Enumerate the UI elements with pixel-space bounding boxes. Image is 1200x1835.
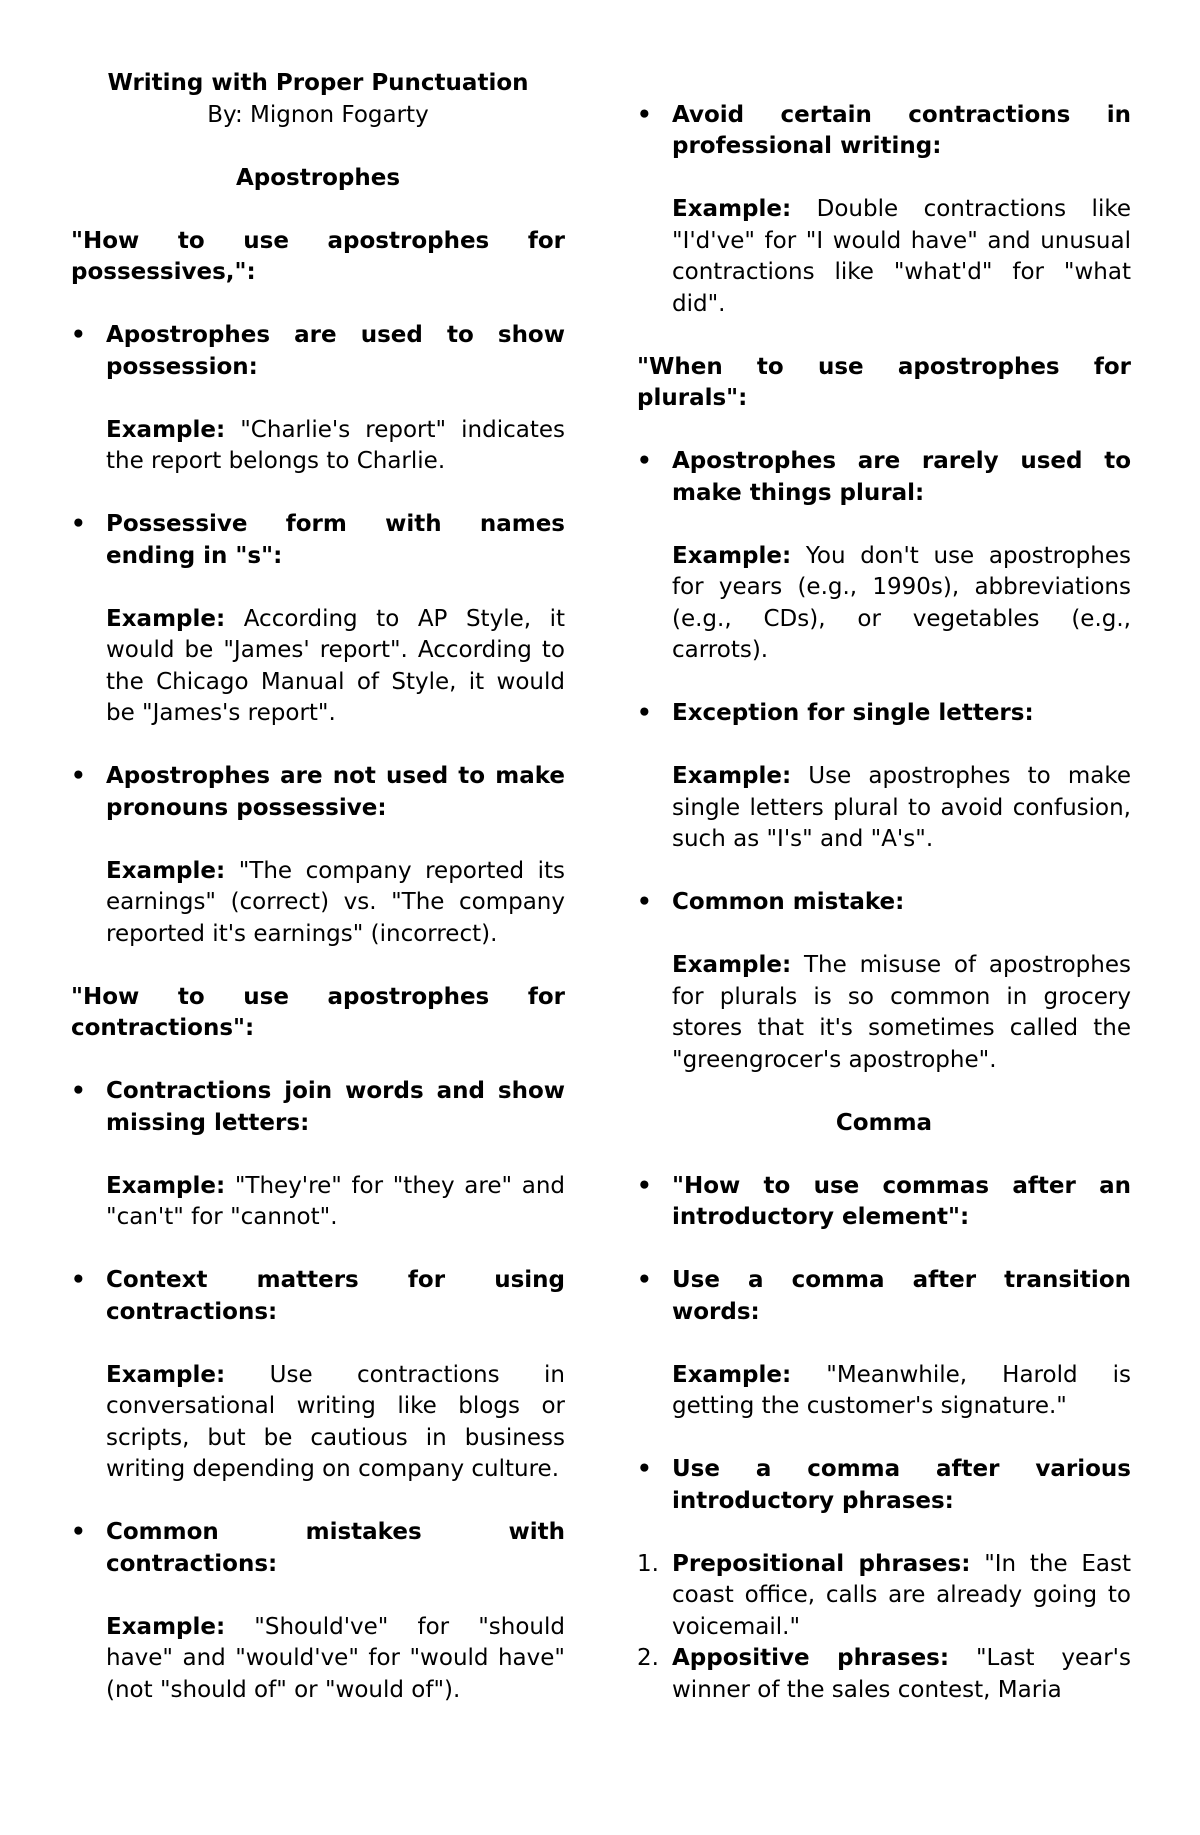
bullet-heading: Apostrophes are rarely used to make things plural:	[672, 448, 1131, 506]
bullet-icon: •	[637, 889, 652, 915]
example-paragraph	[637, 950, 1131, 1076]
example-label: Example:	[106, 1172, 226, 1199]
example-label: Example:	[106, 1361, 226, 1388]
example-paragraph	[71, 1171, 565, 1234]
bullet-heading: Contractions join words and show missing letters:	[106, 1078, 565, 1136]
bullet-item	[637, 887, 1131, 919]
example-label: Example:	[672, 763, 792, 789]
bullet-heading: Possessive form with names ending in "s":	[106, 511, 565, 569]
bullet-icon: •	[71, 1519, 86, 1545]
bullet-icon: •	[71, 1267, 86, 1293]
section-heading-apostrophes: Apostrophes	[235, 164, 401, 191]
example-label: Example:	[672, 542, 792, 569]
bullet-item	[637, 1454, 1131, 1517]
list-number: 2.	[637, 1645, 659, 1671]
bullet-item	[71, 1265, 565, 1328]
example-label: Example:	[106, 857, 226, 884]
example-text: Double contractions like "I'd've" for "I would have" and unusual contractions like "what'd" for "what did".	[672, 196, 1131, 317]
bullet-heading: Common mistake:	[672, 889, 905, 915]
example-paragraph	[637, 761, 1131, 856]
byline: By: Mignon Fogarty	[207, 101, 429, 128]
bullet-icon: •	[637, 700, 652, 726]
bullet-item	[637, 1171, 1131, 1234]
bullet-icon: •	[71, 322, 86, 348]
bullet-item	[71, 1517, 565, 1580]
subheading-plurals: "When to use apostrophes for plurals":	[637, 353, 1131, 411]
example-text: "Meanwhile, Harold is getting the customer's signature."	[672, 1361, 1131, 1419]
example-paragraph	[71, 604, 565, 730]
example-label: Example:	[672, 952, 792, 978]
bullet-heading: Avoid certain contractions in professional writing:	[672, 101, 1131, 159]
list-text: "In the East coast office, calls are already going to voicemail."	[672, 1550, 1132, 1640]
list-label: Appositive phrases:	[672, 1645, 950, 1671]
example-paragraph	[637, 541, 1131, 667]
bullet-item	[637, 446, 1131, 509]
subheading-contractions: "How to use apostrophes for contractions":	[71, 983, 565, 1041]
bullet-icon: •	[71, 511, 86, 537]
example-text: You don't use apostrophes for years (e.g., 1990s), abbreviations (e.g., CDs), or vegetables (e.g., carrots).	[672, 542, 1131, 663]
bullet-icon: •	[637, 101, 652, 128]
example-paragraph	[71, 415, 565, 478]
numbered-list	[637, 1549, 1131, 1707]
bullet-icon: •	[71, 1078, 86, 1104]
example-paragraph	[71, 1360, 565, 1486]
example-text: According to AP Style, it would be "James' report". According to the Chicago Manual of Style, it would be "James's report".	[106, 605, 565, 726]
bullet-item	[71, 761, 565, 824]
example-text: "They're" for "they are" and "can't" for "cannot".	[106, 1172, 565, 1230]
bullet-icon: •	[637, 1172, 652, 1199]
example-paragraph	[71, 1612, 565, 1707]
example-paragraph	[637, 1360, 1131, 1423]
example-text: "The company reported its earnings" (correct) vs. "The company reported it's earnings" (incorrect).	[106, 857, 565, 947]
example-label: Example:	[106, 1613, 226, 1640]
bullet-item	[71, 509, 565, 572]
bullet-icon: •	[637, 448, 652, 474]
bullet-heading: Use a comma after various introductory phrases:	[672, 1456, 1131, 1514]
bullet-item	[71, 320, 565, 383]
bullet-heading: Apostrophes are used to show possession:	[106, 322, 565, 380]
example-label: Example:	[672, 196, 792, 222]
example-paragraph	[71, 856, 565, 951]
bullet-heading: Exception for single letters:	[672, 700, 1034, 726]
example-paragraph	[637, 194, 1131, 320]
example-text: "Should've" for "should have" and "would've" for "would have" (not "should of" or "would of").	[106, 1613, 565, 1703]
bullet-heading: Apostrophes are not used to make pronouns possessive:	[106, 763, 565, 821]
bullet-heading: "How to use commas after an introductory element":	[672, 1172, 1131, 1230]
example-label: Example:	[106, 416, 226, 443]
bullet-heading: Context matters for using contractions:	[106, 1267, 565, 1325]
list-item	[637, 1643, 1131, 1706]
bullet-item	[637, 1265, 1131, 1328]
bullet-item	[637, 698, 1131, 730]
example-label: Example:	[106, 605, 226, 632]
example-text: The misuse of apostrophes for plurals is so common in grocery stores that it's sometimes called the "greengrocer's apostrophe".	[672, 952, 1131, 1073]
example-text: "Charlie's report" indicates the report belongs to Charlie.	[106, 416, 565, 474]
left-column	[71, 68, 565, 1706]
subheading-possessives: "How to use apostrophes for possessives,":	[71, 227, 565, 285]
bullet-icon: •	[637, 1267, 652, 1293]
example-text: Use apostrophes to make single letters plural to avoid confusion, such as "I's" and "A's".	[672, 763, 1131, 852]
bullet-item	[71, 1076, 565, 1139]
document-title: Writing with Proper Punctuation	[107, 70, 529, 96]
bullet-item	[637, 100, 1131, 163]
section-heading-comma: Comma	[835, 1109, 933, 1136]
bullet-icon: •	[71, 763, 86, 789]
example-label: Example:	[672, 1361, 792, 1388]
bullet-heading: Use a comma after transition words:	[672, 1267, 1131, 1325]
list-number: 1.	[637, 1550, 659, 1577]
bullet-heading: Common mistakes with contractions:	[106, 1519, 565, 1577]
bullet-icon: •	[637, 1456, 652, 1482]
list-text: "Last year's winner of the sales contest, Maria	[672, 1645, 1131, 1703]
right-column	[637, 68, 1131, 1706]
list-item	[637, 1549, 1131, 1644]
example-text: Use contractions in conversational writing like blogs or scripts, but be cautious in business writing depending on company culture.	[106, 1361, 565, 1482]
list-label: Prepositional phrases:	[672, 1550, 971, 1577]
